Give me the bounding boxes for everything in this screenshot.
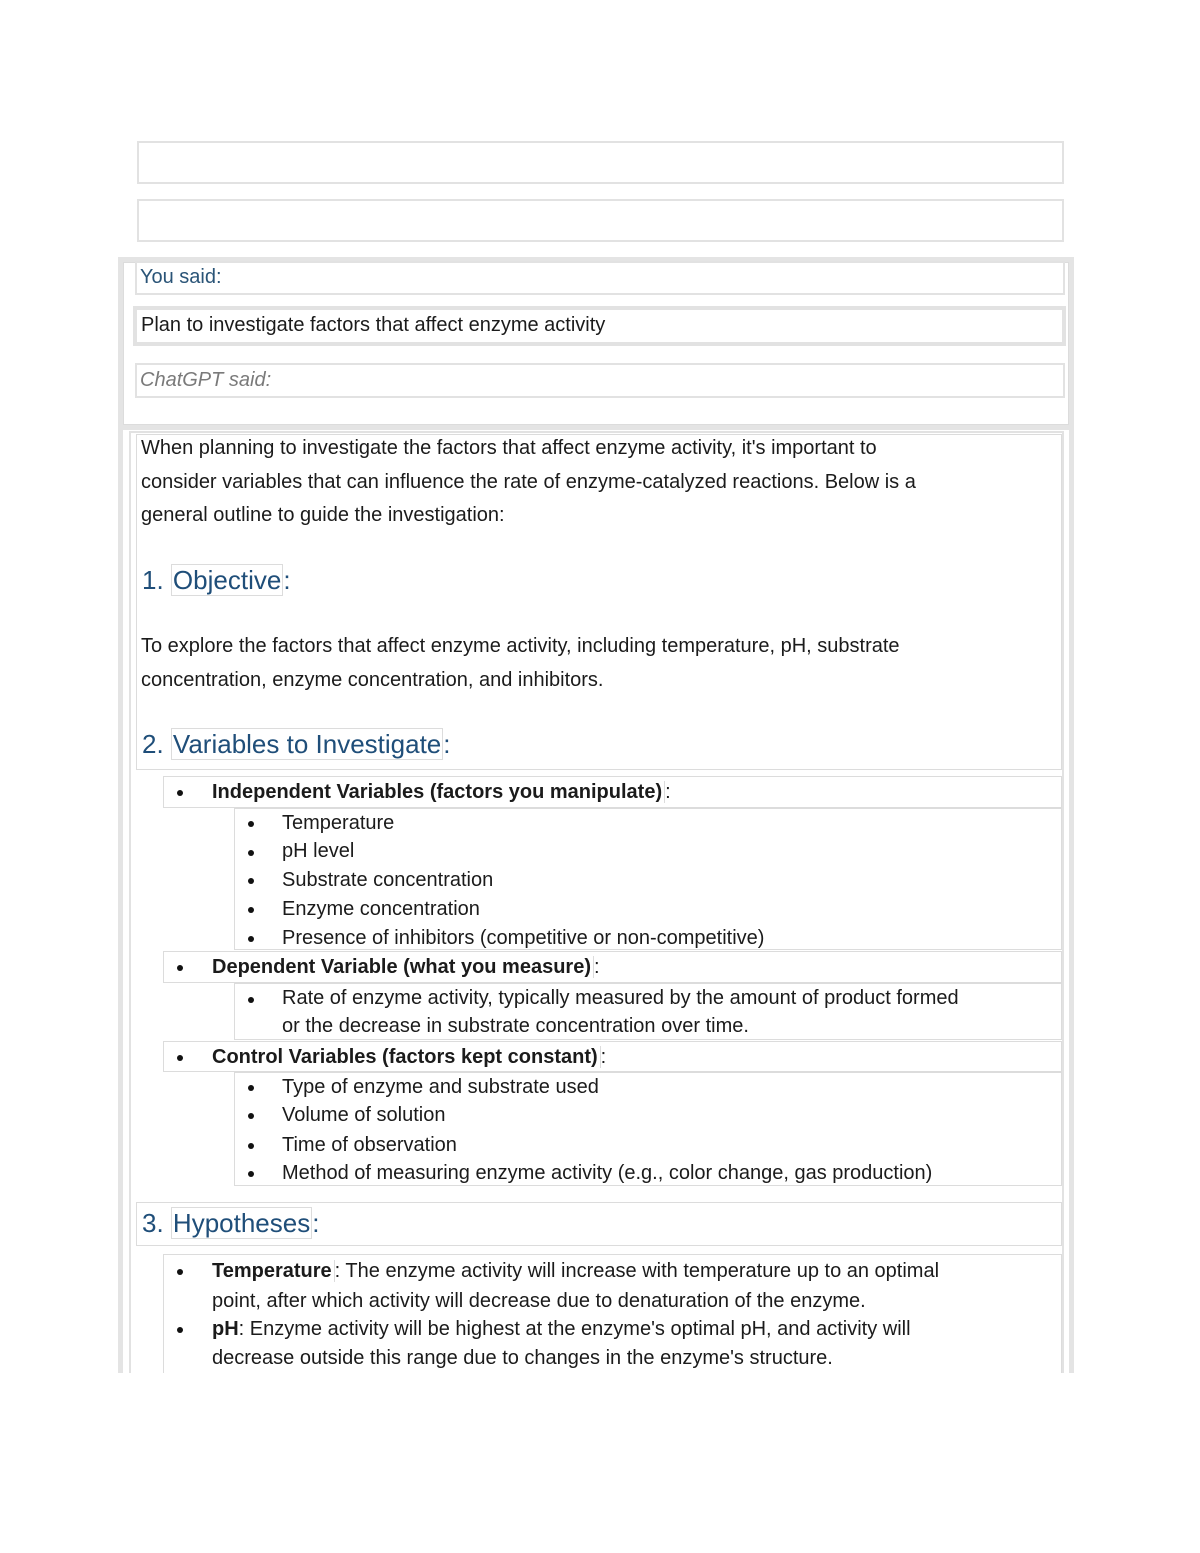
control-item: Time of observation: [282, 1134, 457, 1156]
label-suffix: :: [665, 781, 671, 803]
sub-bullet: [248, 1171, 254, 1177]
heading-title: Objective: [172, 565, 282, 595]
chatgpt-said-label: ChatGPT said:: [140, 369, 272, 391]
independent-item: Substrate concentration: [282, 869, 494, 891]
label-suffix: :: [594, 956, 600, 978]
sub-bullet: [248, 907, 254, 913]
dependent-variable-label: Dependent Variable (what you measure): [212, 956, 594, 978]
heading-number: 3.: [142, 1208, 164, 1238]
heading-colon: :: [443, 729, 451, 759]
you-said-header: [135, 261, 1065, 295]
independent-variables-item: [212, 780, 671, 804]
hypothesis-ph-label: pH: [212, 1318, 239, 1340]
sub-bullet: [248, 878, 254, 884]
hypothesis-temperature-label: Temperature: [212, 1260, 335, 1282]
bullet: [177, 965, 183, 971]
independent-variables-label: Independent Variables (factors you manipulate): [212, 781, 665, 803]
bullet: [177, 790, 183, 796]
sub-bullet: [248, 1085, 254, 1091]
chatgpt-said-header: [135, 363, 1065, 398]
hypothesis-ph-text: : Enzyme activity will be highest at the enzyme's optimal pH, and activity will: [238, 1318, 911, 1340]
control-variables-label: Control Variables (factors kept constant): [212, 1046, 601, 1068]
dependent-variable-item: [212, 955, 600, 979]
sub-bullet: [248, 1113, 254, 1119]
intro-line: When planning to investigate the factors that affect enzyme activity, it's important to: [141, 437, 877, 459]
variables-heading: [142, 728, 451, 760]
empty-field-top: [137, 141, 1064, 184]
sub-bullet: [248, 821, 254, 827]
user-message-text: Plan to investigate factors that affect enzyme activity: [141, 314, 606, 336]
heading-colon: :: [283, 565, 291, 595]
hypotheses-heading: [142, 1207, 319, 1239]
empty-field-second: [137, 199, 1064, 242]
independent-item: Enzyme concentration: [282, 898, 480, 920]
control-item: Method of measuring enzyme activity (e.g., color change, gas production): [282, 1162, 933, 1184]
heading-number: 1.: [142, 565, 164, 595]
control-item: Type of enzyme and substrate used: [282, 1076, 599, 1098]
intro-paragraph: [141, 432, 1056, 533]
sub-bullet: [248, 936, 254, 942]
heading-number: 2.: [142, 729, 164, 759]
label-suffix: :: [600, 1046, 607, 1068]
bullet: [177, 1327, 183, 1333]
you-said-label: You said:: [140, 266, 222, 288]
dependent-item-line: or the decrease in substrate concentration over time.: [282, 1015, 749, 1037]
intro-line: general outline to guide the investigation:: [141, 504, 505, 526]
independent-item: pH level: [282, 840, 355, 862]
hypothesis-temperature: [212, 1259, 939, 1283]
objective-line: concentration, enzyme concentration, and inhibitors.: [141, 668, 604, 691]
control-variables-item: [212, 1045, 606, 1069]
hypothesis-temperature-line2: point, after which activity will decrease due to denaturation of the enzyme.: [212, 1290, 866, 1312]
intro-line: consider variables that can influence the rate of enzyme-catalyzed reactions. Below is a: [141, 470, 916, 493]
objective-heading: [142, 564, 291, 596]
bullet: [177, 1055, 183, 1061]
hypothesis-ph: [212, 1317, 911, 1341]
sub-bullet: [248, 997, 254, 1003]
dependent-item-line: Rate of enzyme activity, typically measured by the amount of product formed: [282, 987, 959, 1009]
heading-colon: :: [312, 1208, 320, 1238]
control-item: Volume of solution: [282, 1104, 446, 1126]
objective-paragraph: [141, 630, 1056, 697]
sub-bullet: [248, 850, 254, 856]
bullet: [177, 1269, 183, 1275]
sub-bullet: [248, 1143, 254, 1149]
objective-line: To explore the factors that affect enzyme activity, including temperature, pH, substrate: [141, 635, 900, 657]
hypothesis-temperature-text: : The enzyme activity will increase with temperature up to an optimal: [334, 1260, 940, 1282]
heading-title: Variables to Investigate: [172, 729, 442, 759]
independent-item: Presence of inhibitors (competitive or non-competitive): [282, 927, 765, 949]
hypothesis-ph-line2: decrease outside this range due to changes in the enzyme's structure.: [212, 1347, 833, 1369]
heading-title: Hypotheses: [172, 1208, 311, 1238]
independent-item: Temperature: [282, 812, 395, 834]
